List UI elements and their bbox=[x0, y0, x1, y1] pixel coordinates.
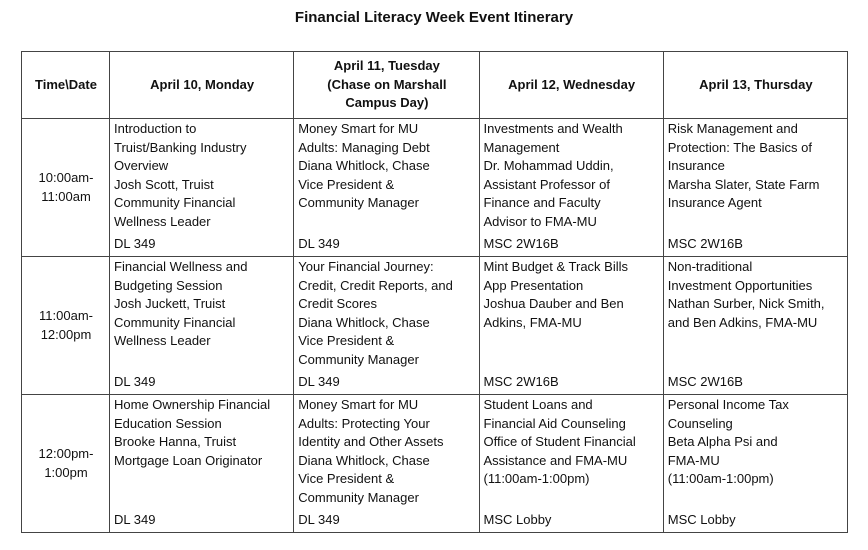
event-location: MSC 2W16B bbox=[483, 374, 559, 390]
event-cell bbox=[294, 257, 479, 395]
time-slot: 11:00am- 12:00pm bbox=[22, 257, 110, 395]
header-row bbox=[22, 52, 848, 119]
event-location: DL 349 bbox=[114, 374, 156, 390]
event-details: Non-traditional Investment Opportunities Nathan Surber, Nick Smith, and Ben Adkins, FMA-MU bbox=[667, 259, 825, 330]
event-details: Home Ownership Financial Education Session Brooke Hanna, Truist Mortgage Loan Originator bbox=[114, 397, 271, 468]
event-details: Money Smart for MU Adults: Managing Debt Diana Whitlock, Chase Vice President & Community Manager bbox=[298, 121, 430, 211]
header-day-tuesday: April 11, Tuesday (Chase on Marshall Campus Day) bbox=[294, 52, 479, 119]
header-day-monday: April 10, Monday bbox=[110, 52, 294, 119]
event-location: DL 349 bbox=[298, 374, 340, 390]
header-corner: Time\Date bbox=[22, 52, 110, 119]
event-cell bbox=[294, 119, 479, 257]
event-location: DL 349 bbox=[298, 512, 340, 528]
event-cell bbox=[663, 395, 847, 533]
event-details: Personal Income Tax Counseling Beta Alpha Psi and FMA-MU (11:00am-1:00pm) bbox=[667, 397, 789, 487]
time-slot: 12:00pm- 1:00pm bbox=[22, 395, 110, 533]
itinerary-table bbox=[21, 51, 848, 533]
event-details: Financial Wellness and Budgeting Session Josh Juckett, Truist Community Financial Wellness Leader bbox=[114, 259, 248, 349]
event-details: Student Loans and Financial Aid Counseling Office of Student Financial Assistance and FMA-MU (11:00am-1:00pm) bbox=[483, 397, 636, 487]
event-location: MSC 2W16B bbox=[483, 236, 559, 252]
event-cell bbox=[663, 257, 847, 395]
table-row bbox=[22, 395, 848, 533]
event-location: MSC Lobby bbox=[667, 512, 736, 528]
event-details: Mint Budget & Track Bills App Presentation Joshua Dauber and Ben Adkins, FMA-MU bbox=[483, 259, 628, 330]
table-row bbox=[22, 257, 848, 395]
event-cell bbox=[479, 119, 663, 257]
table-row bbox=[22, 119, 848, 257]
time-slot: 10:00am- 11:00am bbox=[22, 119, 110, 257]
event-location: DL 349 bbox=[114, 236, 156, 252]
event-cell bbox=[110, 119, 294, 257]
event-details: Investments and Wealth Management Dr. Mohammad Uddin, Assistant Professor of Finance and Faculty Advisor to FMA-MU bbox=[483, 121, 623, 229]
event-location: MSC 2W16B bbox=[667, 374, 743, 390]
header-day-wednesday: April 12, Wednesday bbox=[479, 52, 663, 119]
event-details: Risk Management and Protection: The Basics of Insurance Marsha Slater, State Farm Insurance Agent bbox=[667, 121, 820, 211]
event-cell bbox=[479, 257, 663, 395]
event-cell bbox=[479, 395, 663, 533]
event-location: MSC Lobby bbox=[483, 512, 552, 528]
header-day-thursday: April 13, Thursday bbox=[663, 52, 847, 119]
event-details: Money Smart for MU Adults: Protecting Your Identity and Other Assets Diana Whitlock, Chase Vice President & Community Manager bbox=[298, 397, 444, 505]
event-cell bbox=[663, 119, 847, 257]
event-cell bbox=[110, 395, 294, 533]
event-location: DL 349 bbox=[114, 512, 156, 528]
event-location: MSC 2W16B bbox=[667, 236, 743, 252]
event-details: Introduction to Truist/Banking Industry Overview Josh Scott, Truist Community Financial Wellness Leader bbox=[114, 121, 247, 229]
event-details: Your Financial Journey: Credit, Credit Reports, and Credit Scores Diana Whitlock, Chase Vice President & Community Manager bbox=[298, 259, 453, 367]
event-location: DL 349 bbox=[298, 236, 340, 252]
event-cell bbox=[110, 257, 294, 395]
document-title: Financial Literacy Week Event Itinerary bbox=[294, 9, 574, 26]
event-cell bbox=[294, 395, 479, 533]
